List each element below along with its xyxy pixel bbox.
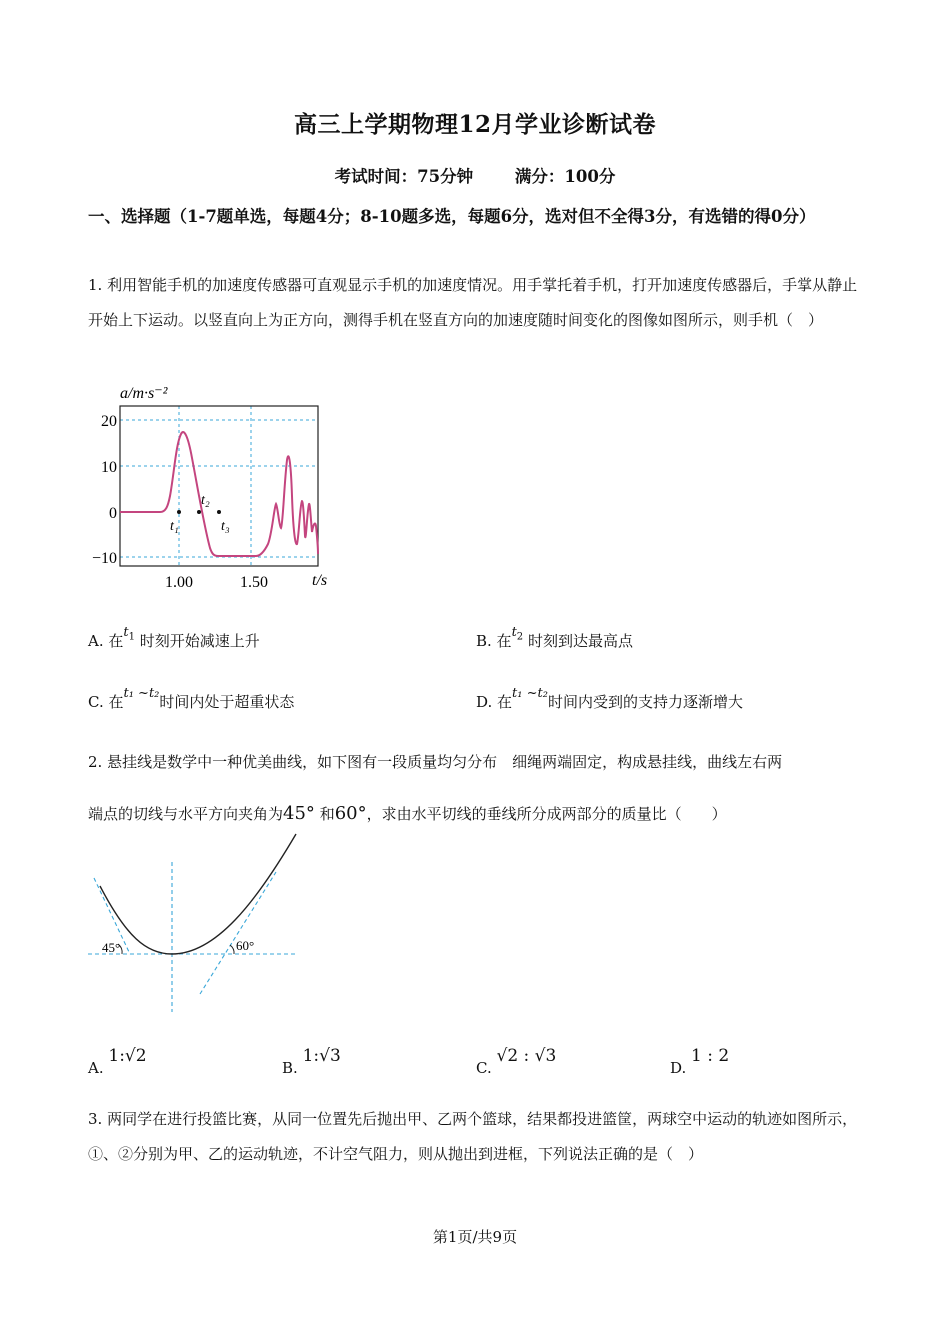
x-tick-1: 1.00 (165, 574, 193, 591)
question-1-stem: 1. 利用智能手机的加速度传感器可直观显示手机的加速度情况。用手掌托着手机，打开加速度传感器后，手掌从静止开始上下运动。以竖直向上为正方向，测得手机在竖直方向的加速度随时间变化的图像如图所示，则手机（ ） (88, 276, 858, 329)
chart-frame (120, 406, 318, 566)
option-a-prefix: A. 在 (88, 632, 124, 650)
acceleration-time-chart (84, 376, 354, 596)
arc-60 (230, 945, 234, 954)
full-score: 满分：100分 (514, 167, 616, 186)
q2-option-c[interactable] (476, 1046, 557, 1077)
var-t: t (511, 625, 517, 640)
section-heading: 一、选择题（1-7题单选，每题4分；8-10题多选，每题6分，选对但不全得3分，有选错的得0分） (88, 207, 816, 226)
option-c-text: 时间内处于超重状态 (159, 693, 295, 711)
q1-option-d[interactable] (476, 686, 743, 712)
stem-text-a: 端点的切线与水平方向夹角为 (88, 805, 284, 823)
label-t1: t₁ (170, 519, 179, 534)
question-2-stem-line1: 2. 悬挂线是数学中一种优美曲线，如下图有一段质量均匀分布 细绳两端固定，构成悬挂线，曲线左右两 (88, 753, 783, 771)
exam-info (0, 163, 950, 187)
y-axis-label: a/m·s⁻² (120, 385, 168, 402)
y-tick-0: 0 (109, 505, 117, 522)
option-a-value: 1:√2 (108, 1046, 147, 1066)
point-t3 (217, 510, 221, 514)
option-a-text: 时刻开始减速上升 (139, 632, 260, 650)
y-tick-20: 20 (101, 413, 117, 430)
option-d-prefix: D. 在 (476, 693, 513, 711)
q2-option-d[interactable] (670, 1046, 730, 1077)
var-sub: 2 (516, 631, 524, 643)
angle-60: 60° (334, 803, 367, 824)
option-b-value: 1:√3 (302, 1046, 341, 1066)
option-b-label: B. (282, 1059, 298, 1077)
chart-grid (120, 406, 318, 566)
option-b-prefix: B. 在 (476, 632, 512, 650)
option-a-var (123, 625, 135, 643)
catenary-figure (86, 832, 306, 1014)
label-60: 60° (236, 938, 255, 953)
acceleration-curve (120, 432, 318, 556)
x-axis-label: t/s (312, 572, 328, 589)
x-tick-1-5: 1.50 (240, 574, 268, 591)
y-tick-neg10: −10 (91, 550, 117, 567)
q2-option-b[interactable] (282, 1046, 341, 1077)
option-d-label: D. (670, 1059, 687, 1077)
catenary-curve (100, 834, 296, 954)
label-t2: t₂ (201, 493, 210, 508)
point-t1 (177, 510, 181, 514)
option-b-text: 时刻到达最高点 (527, 632, 633, 650)
label-t3: t₃ (221, 519, 230, 534)
y-tick-10: 10 (101, 459, 117, 476)
q1-option-a[interactable] (88, 625, 260, 653)
var-sub: 1 (128, 631, 135, 643)
page-footer: 第1页/共9页 (432, 1228, 518, 1246)
point-t2 (197, 510, 201, 514)
var-t: t (123, 625, 129, 640)
option-c-range: t₁ ~t₂ (123, 686, 160, 701)
q2-option-a[interactable] (88, 1046, 147, 1077)
option-c-label: C. (476, 1059, 492, 1077)
angle-45: 45° (283, 803, 315, 824)
option-a-label: A. (88, 1059, 104, 1077)
option-c-value: √2 : √3 (496, 1046, 557, 1066)
page-title: 高三上学期物理12月学业诊断试卷 (293, 111, 656, 138)
option-d-range: t₁ ~t₂ (512, 686, 548, 701)
option-d-text: 时间内受到的支持力逐渐增大 (547, 693, 743, 711)
q1-option-c[interactable] (88, 686, 295, 712)
option-b-var (511, 625, 524, 643)
stem-and: 和 (319, 805, 335, 823)
option-d-value: 1 : 2 (691, 1046, 730, 1066)
stem-text-b: ，求由水平切线的垂线所分成两部分的质量比（ ） (366, 805, 727, 823)
question-3-stem: 3. 两同学在进行投篮比赛，从同一位置先后抛出甲、乙两个篮球，结果都投进篮筐，两球空中运动的轨迹如图所示，①、②分别为甲、乙的运动轨迹，不计空气阻力，则从抛出到进框，下列说法正确的是（ ） (88, 1110, 858, 1163)
label-45: 45° (102, 940, 121, 955)
figure-guides (88, 862, 296, 1012)
option-c-prefix: C. 在 (88, 693, 124, 711)
question-2-stem-line2 (88, 796, 868, 832)
q1-option-b[interactable] (476, 625, 633, 653)
exam-time: 考试时间：75分钟 (334, 167, 474, 186)
